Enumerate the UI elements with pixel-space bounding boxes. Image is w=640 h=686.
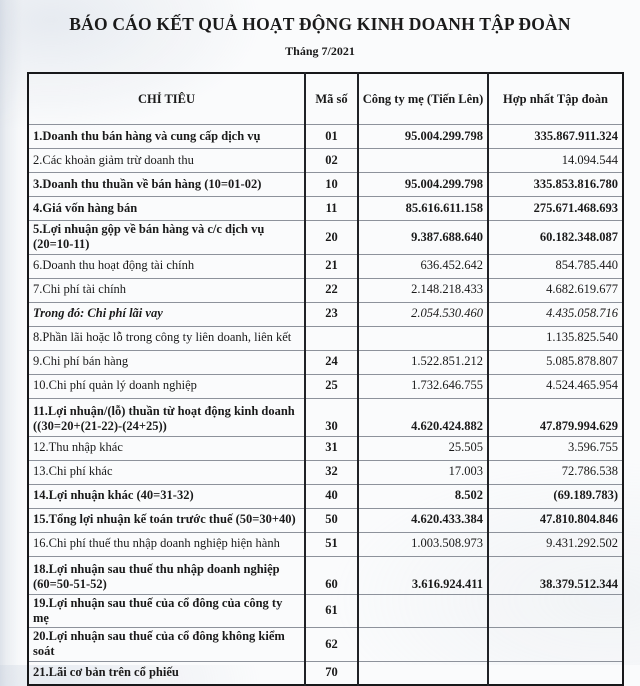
row-group-value-cell: 72.786.538 [488,460,623,484]
table-row [28,254,623,278]
table-row [28,398,623,436]
table-row [28,125,623,149]
row-label-cell: 16.Chi phí thuế thu nhập doanh nghiệp hiện hành [28,532,305,556]
row-parent-value-cell: 4.620.433.384 [358,508,488,532]
row-parent-value-cell [358,326,488,350]
row-group-value-cell: 854.785.440 [488,254,623,278]
row-label-cell: 6.Doanh thu hoạt động tài chính [28,254,305,278]
row-parent-value-cell [358,594,488,628]
row-label-cell: 9.Chi phí bán hàng [28,350,305,374]
header-group-consolidated: Hợp nhất Tập đoàn [488,73,623,125]
table-row [28,628,623,662]
table-row [28,484,623,508]
row-group-value-cell: 5.085.878.807 [488,350,623,374]
row-group-value-cell: 14.094.544 [488,149,623,173]
row-code-cell: 62 [305,628,358,662]
row-code-cell: 61 [305,594,358,628]
table-row [28,149,623,173]
row-parent-value-cell: 2.054.530.460 [358,302,488,326]
row-label-cell: 18.Lợi nhuận sau thuế thu nhập doanh nghiệp (60=50-51-52) [28,556,305,594]
row-group-value-cell: 275.671.468.693 [488,197,623,221]
table-row [28,197,623,221]
row-parent-value-cell: 4.620.424.882 [358,398,488,436]
row-label-cell: 12.Thu nhập khác [28,436,305,460]
row-label-cell: 11.Lợi nhuận/(lỗ) thuần từ hoạt động kinh doanh ((30=20+(21-22)-(24+25)) [28,398,305,436]
row-code-cell: 25 [305,374,358,398]
table-row [28,173,623,197]
row-label-cell: 15.Tổng lợi nhuận kế toán trước thuế (50=30+40) [28,508,305,532]
table-row [28,221,623,255]
row-label-cell: 4.Giá vốn hàng bán [28,197,305,221]
header-code: Mã số [305,73,358,125]
row-group-value-cell: 60.182.348.087 [488,221,623,255]
row-code-cell: 11 [305,197,358,221]
table-row [28,278,623,302]
row-label-cell: 14.Lợi nhuận khác (40=31-32) [28,484,305,508]
header-parent-company: Công ty mẹ (Tiến Lên) [358,73,488,125]
row-parent-value-cell: 2.148.218.433 [358,278,488,302]
row-group-value-cell [488,594,623,628]
row-code-cell: 30 [305,398,358,436]
row-parent-value-cell: 25.505 [358,436,488,460]
table-row [28,508,623,532]
row-code-cell: 31 [305,436,358,460]
row-parent-value-cell: 95.004.299.798 [358,125,488,149]
row-code-cell: 32 [305,460,358,484]
row-label-cell: 13.Chi phí khác [28,460,305,484]
report-period: Tháng 7/2021 [285,44,355,58]
table-row [28,556,623,594]
row-group-value-cell: 1.135.825.540 [488,326,623,350]
row-parent-value-cell [358,628,488,662]
row-code-cell: 70 [305,661,358,685]
row-code-cell: 40 [305,484,358,508]
row-label-cell: 8.Phần lãi hoặc lỗ trong công ty liên doanh, liên kết [28,326,305,350]
row-group-value-cell: 47.879.994.629 [488,398,623,436]
row-code-cell: 21 [305,254,358,278]
row-parent-value-cell: 636.452.642 [358,254,488,278]
row-code-cell: 23 [305,302,358,326]
table-body [28,125,623,686]
row-parent-value-cell: 1.732.646.755 [358,374,488,398]
row-code-cell: 50 [305,508,358,532]
row-code-cell: 20 [305,221,358,255]
row-label-cell: 7.Chi phí tài chính [28,278,305,302]
row-parent-value-cell: 95.004.299.798 [358,173,488,197]
row-label-cell: 20.Lợi nhuận sau thuế của cổ đông không kiểm soát [28,628,305,662]
row-group-value-cell: (69.189.783) [488,484,623,508]
row-code-cell: 60 [305,556,358,594]
row-label-cell: 3.Doanh thu thuần về bán hàng (10=01-02) [28,173,305,197]
row-parent-value-cell: 17.003 [358,460,488,484]
row-label-cell: 2.Các khoản giảm trừ doanh thu [28,149,305,173]
row-parent-value-cell: 9.387.688.640 [358,221,488,255]
row-group-value-cell: 3.596.755 [488,436,623,460]
row-group-value-cell: 38.379.512.344 [488,556,623,594]
row-code-cell [305,326,358,350]
row-parent-value-cell [358,149,488,173]
row-group-value-cell: 4.524.465.954 [488,374,623,398]
row-parent-value-cell: 1.003.508.973 [358,532,488,556]
table-row [28,594,623,628]
row-label-cell: 21.Lãi cơ bản trên cổ phiếu [28,661,305,685]
row-parent-value-cell: 3.616.924.411 [358,556,488,594]
row-parent-value-cell: 1.522.851.212 [358,350,488,374]
table-row [28,326,623,350]
row-group-value-cell: 4.682.619.677 [488,278,623,302]
row-code-cell: 51 [305,532,358,556]
row-label-cell: 5.Lợi nhuận gộp về bán hàng và c/c dịch vụ (20=10-11) [28,221,305,255]
row-code-cell: 22 [305,278,358,302]
row-code-cell: 24 [305,350,358,374]
row-group-value-cell [488,628,623,662]
table-row [28,436,623,460]
row-code-cell: 02 [305,149,358,173]
row-label-cell: 10.Chi phí quản lý doanh nghiệp [28,374,305,398]
report-title: BÁO CÁO KẾT QUẢ HOẠT ĐỘNG KINH DOANH TẬP ĐOÀN [69,14,571,34]
row-group-value-cell: 9.431.292.502 [488,532,623,556]
row-group-value-cell: 335.853.816.780 [488,173,623,197]
row-code-cell: 01 [305,125,358,149]
row-label-cell: 19.Lợi nhuận sau thuế của cổ đông của công ty mẹ [28,594,305,628]
table-row [28,532,623,556]
income-statement-table [27,72,624,686]
row-label-cell: 1.Doanh thu bán hàng và cung cấp dịch vụ [28,125,305,149]
table-row [28,460,623,484]
row-parent-value-cell: 85.616.611.158 [358,197,488,221]
table-row [28,350,623,374]
row-group-value-cell: 47.810.804.846 [488,508,623,532]
row-code-cell: 10 [305,173,358,197]
header-criteria: CHỈ TIÊU [28,73,305,125]
row-parent-value-cell: 8.502 [358,484,488,508]
row-group-value-cell: 335.867.911.324 [488,125,623,149]
row-label-cell: Trong đó: Chi phí lãi vay [28,302,305,326]
row-group-value-cell: 4.435.058.716 [488,302,623,326]
table-row [28,374,623,398]
table-header-row [28,73,623,125]
table-row [28,302,623,326]
